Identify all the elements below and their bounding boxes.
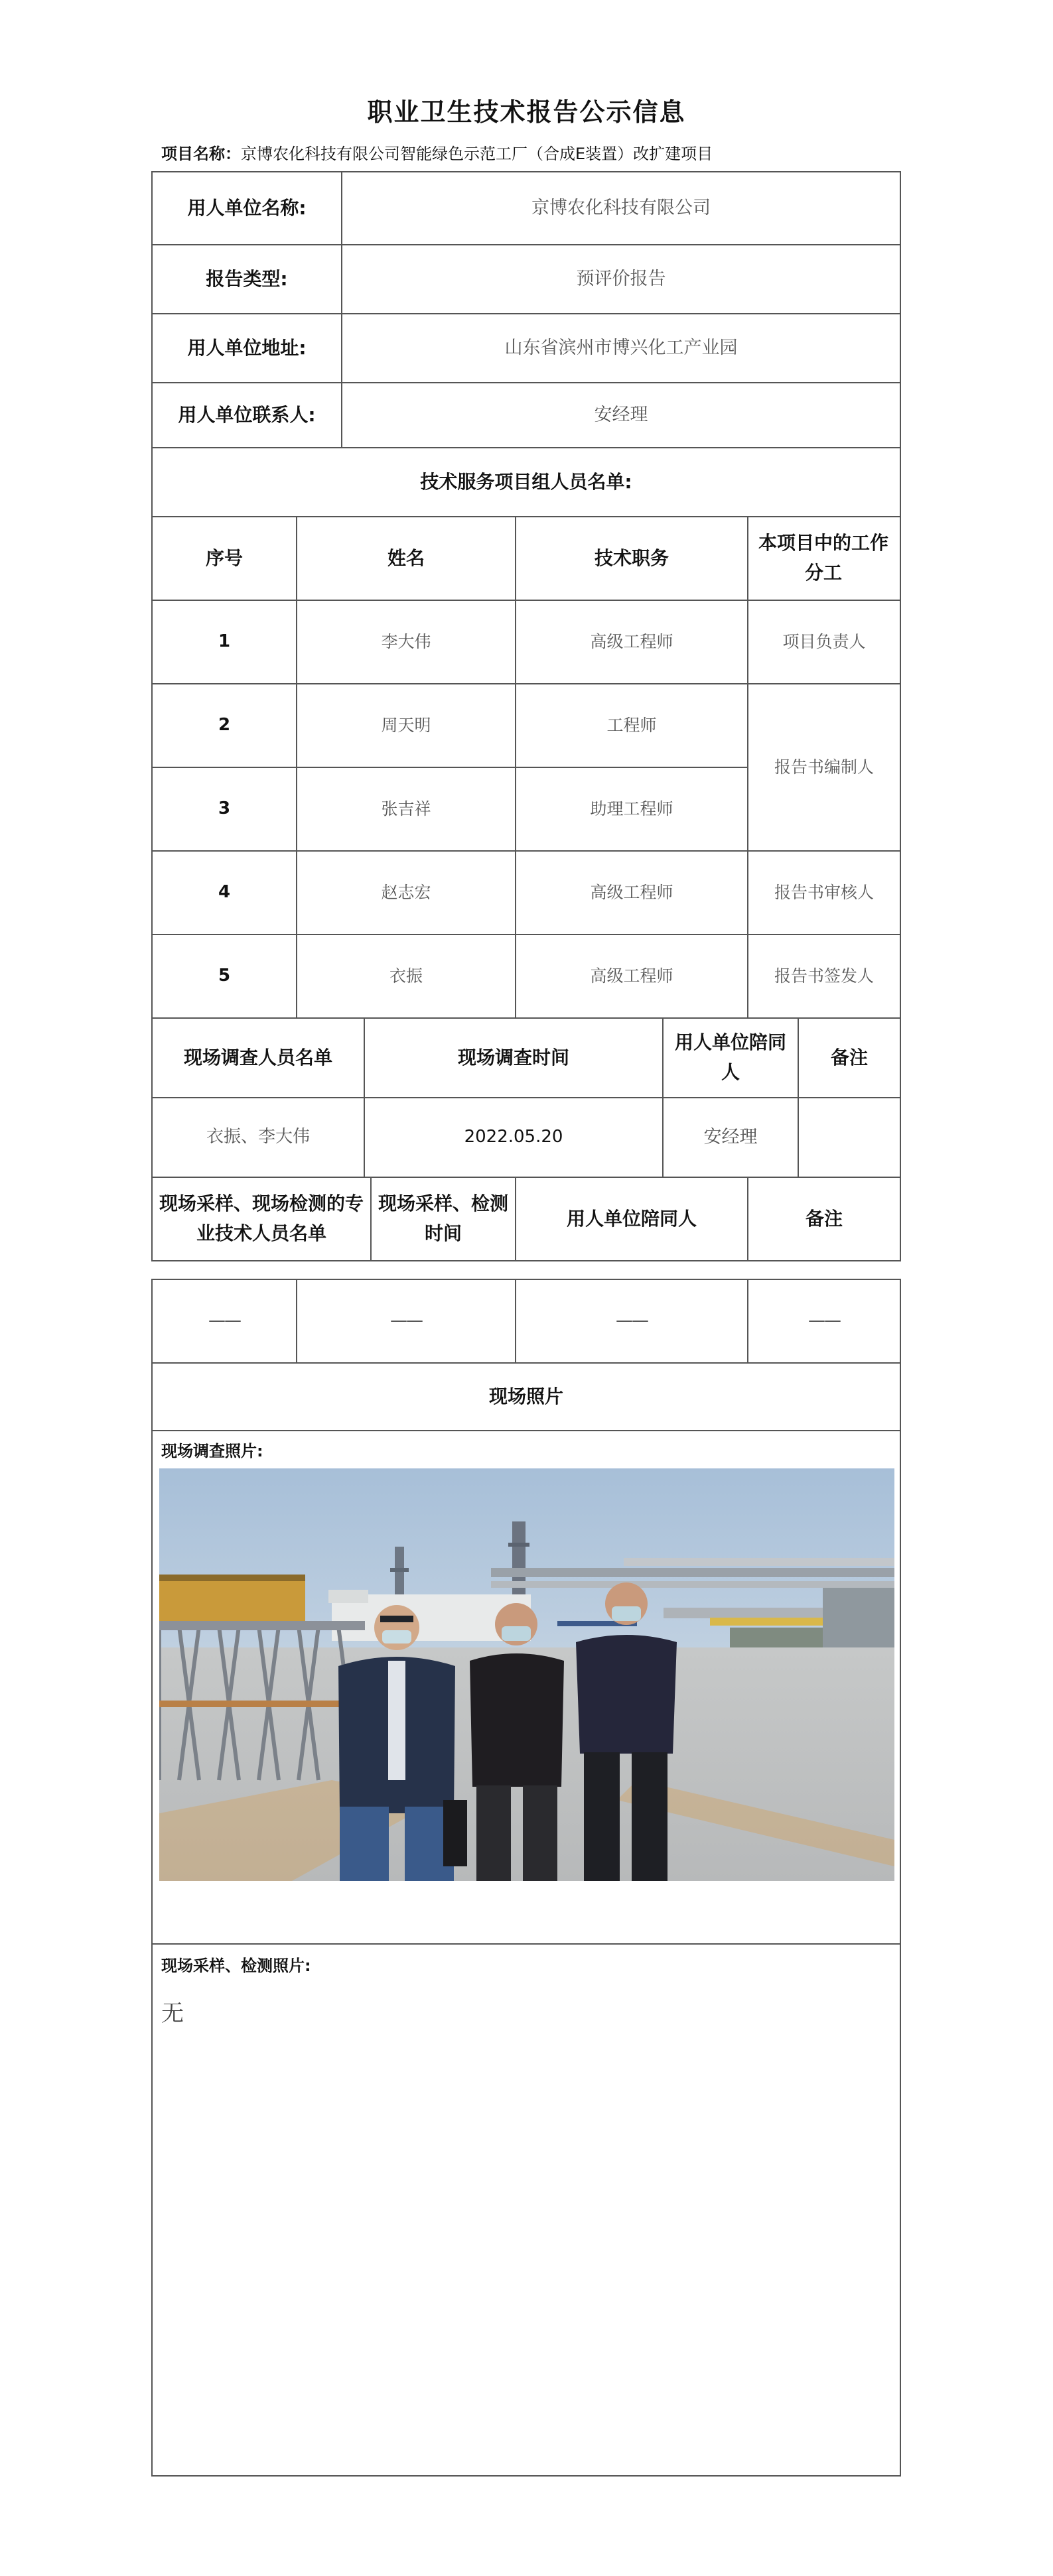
- info-label-company: 用人单位名称:: [187, 196, 307, 219]
- info-value-address: 山东省滨州市博兴化工产业园: [504, 338, 738, 359]
- sampling-header-remark: 备注: [805, 1207, 843, 1230]
- team-row-1-name: 李大伟: [381, 632, 431, 651]
- sampling-photo-label: 现场采样、检测照片:: [161, 1957, 311, 1975]
- team-row-4-title: 高级工程师: [590, 883, 673, 902]
- survey-header-remark: 备注: [830, 1046, 868, 1068]
- survey-header-companion: 用人单位陪同人: [674, 1031, 786, 1083]
- survey-remark: [799, 1098, 900, 1177]
- team-header-title: 技术职务: [594, 547, 669, 569]
- survey-time: 2022.05.20: [464, 1127, 563, 1147]
- team-row-2-no: 2: [218, 715, 231, 736]
- team-role-2-3: 报告书编制人: [774, 757, 874, 777]
- project-label: 项目名称：: [161, 145, 241, 163]
- sampling-remark: ——: [808, 1311, 840, 1331]
- project-name: 京博农化科技有限公司智能绿色示范工厂（合成E装置）改扩建项目: [241, 145, 713, 163]
- team-row-3-title: 助理工程师: [590, 799, 673, 818]
- team-row-2-name: 周天明: [381, 716, 431, 735]
- sampling-header-time: 现场采样、检测时间: [378, 1192, 508, 1244]
- sampling-time: ——: [390, 1311, 422, 1331]
- team-row-2-title: 工程师: [606, 716, 657, 735]
- team-row-3-no: 3: [218, 799, 231, 819]
- info-value-contact: 安经理: [594, 405, 648, 426]
- sampling-photo-none: 无: [161, 2000, 184, 2027]
- team-role-5: 报告书签发人: [774, 966, 874, 986]
- survey-photo-label: 现场调查照片:: [161, 1442, 263, 1460]
- team-row-4-name: 赵志宏: [381, 883, 431, 902]
- survey-people: 衣振、李大伟: [206, 1127, 310, 1147]
- team-header-name: 姓名: [387, 547, 425, 569]
- photos-title: 现场照片: [488, 1385, 563, 1407]
- team-section-title: 技术服务项目组人员名单:: [420, 470, 632, 493]
- info-label-report-type: 报告类型:: [206, 267, 288, 290]
- team-row-1-title: 高级工程师: [590, 632, 673, 651]
- sampling-header-companion: 用人单位陪同人: [566, 1207, 697, 1230]
- team-header-role: 本项目中的工作分工: [758, 532, 888, 584]
- team-row-3-name: 张吉祥: [381, 799, 431, 818]
- team-row-5-no: 5: [218, 966, 231, 986]
- info-value-report-type: 预评价报告: [576, 269, 666, 290]
- info-label-address: 用人单位地址:: [187, 336, 307, 359]
- team-row-4-no: 4: [218, 882, 231, 903]
- project-line: [161, 141, 713, 164]
- page-title: 职业卫生技术报告公示信息: [367, 97, 686, 127]
- team-row-5-title: 高级工程师: [590, 966, 673, 986]
- survey-header-time: 现场调查时间: [457, 1046, 569, 1068]
- sampling-companion: ——: [616, 1311, 648, 1331]
- survey-companion: 安经理: [703, 1127, 758, 1148]
- info-value-company: 京博农化科技有限公司: [531, 198, 711, 219]
- team-header-no: 序号: [205, 547, 243, 569]
- team-row-1-no: 1: [218, 631, 231, 652]
- sampling-people: ——: [208, 1311, 240, 1331]
- survey-photo: [159, 1468, 894, 1881]
- team-role-4: 报告书审核人: [774, 883, 874, 902]
- info-label-contact: 用人单位联系人:: [178, 403, 316, 426]
- sampling-header-people: 现场采样、现场检测的专业技术人员名单: [159, 1192, 364, 1244]
- team-row-5-name: 衣振: [389, 966, 423, 986]
- team-role-1: 项目负责人: [782, 632, 866, 651]
- survey-header-people: 现场调查人员名单: [183, 1046, 332, 1068]
